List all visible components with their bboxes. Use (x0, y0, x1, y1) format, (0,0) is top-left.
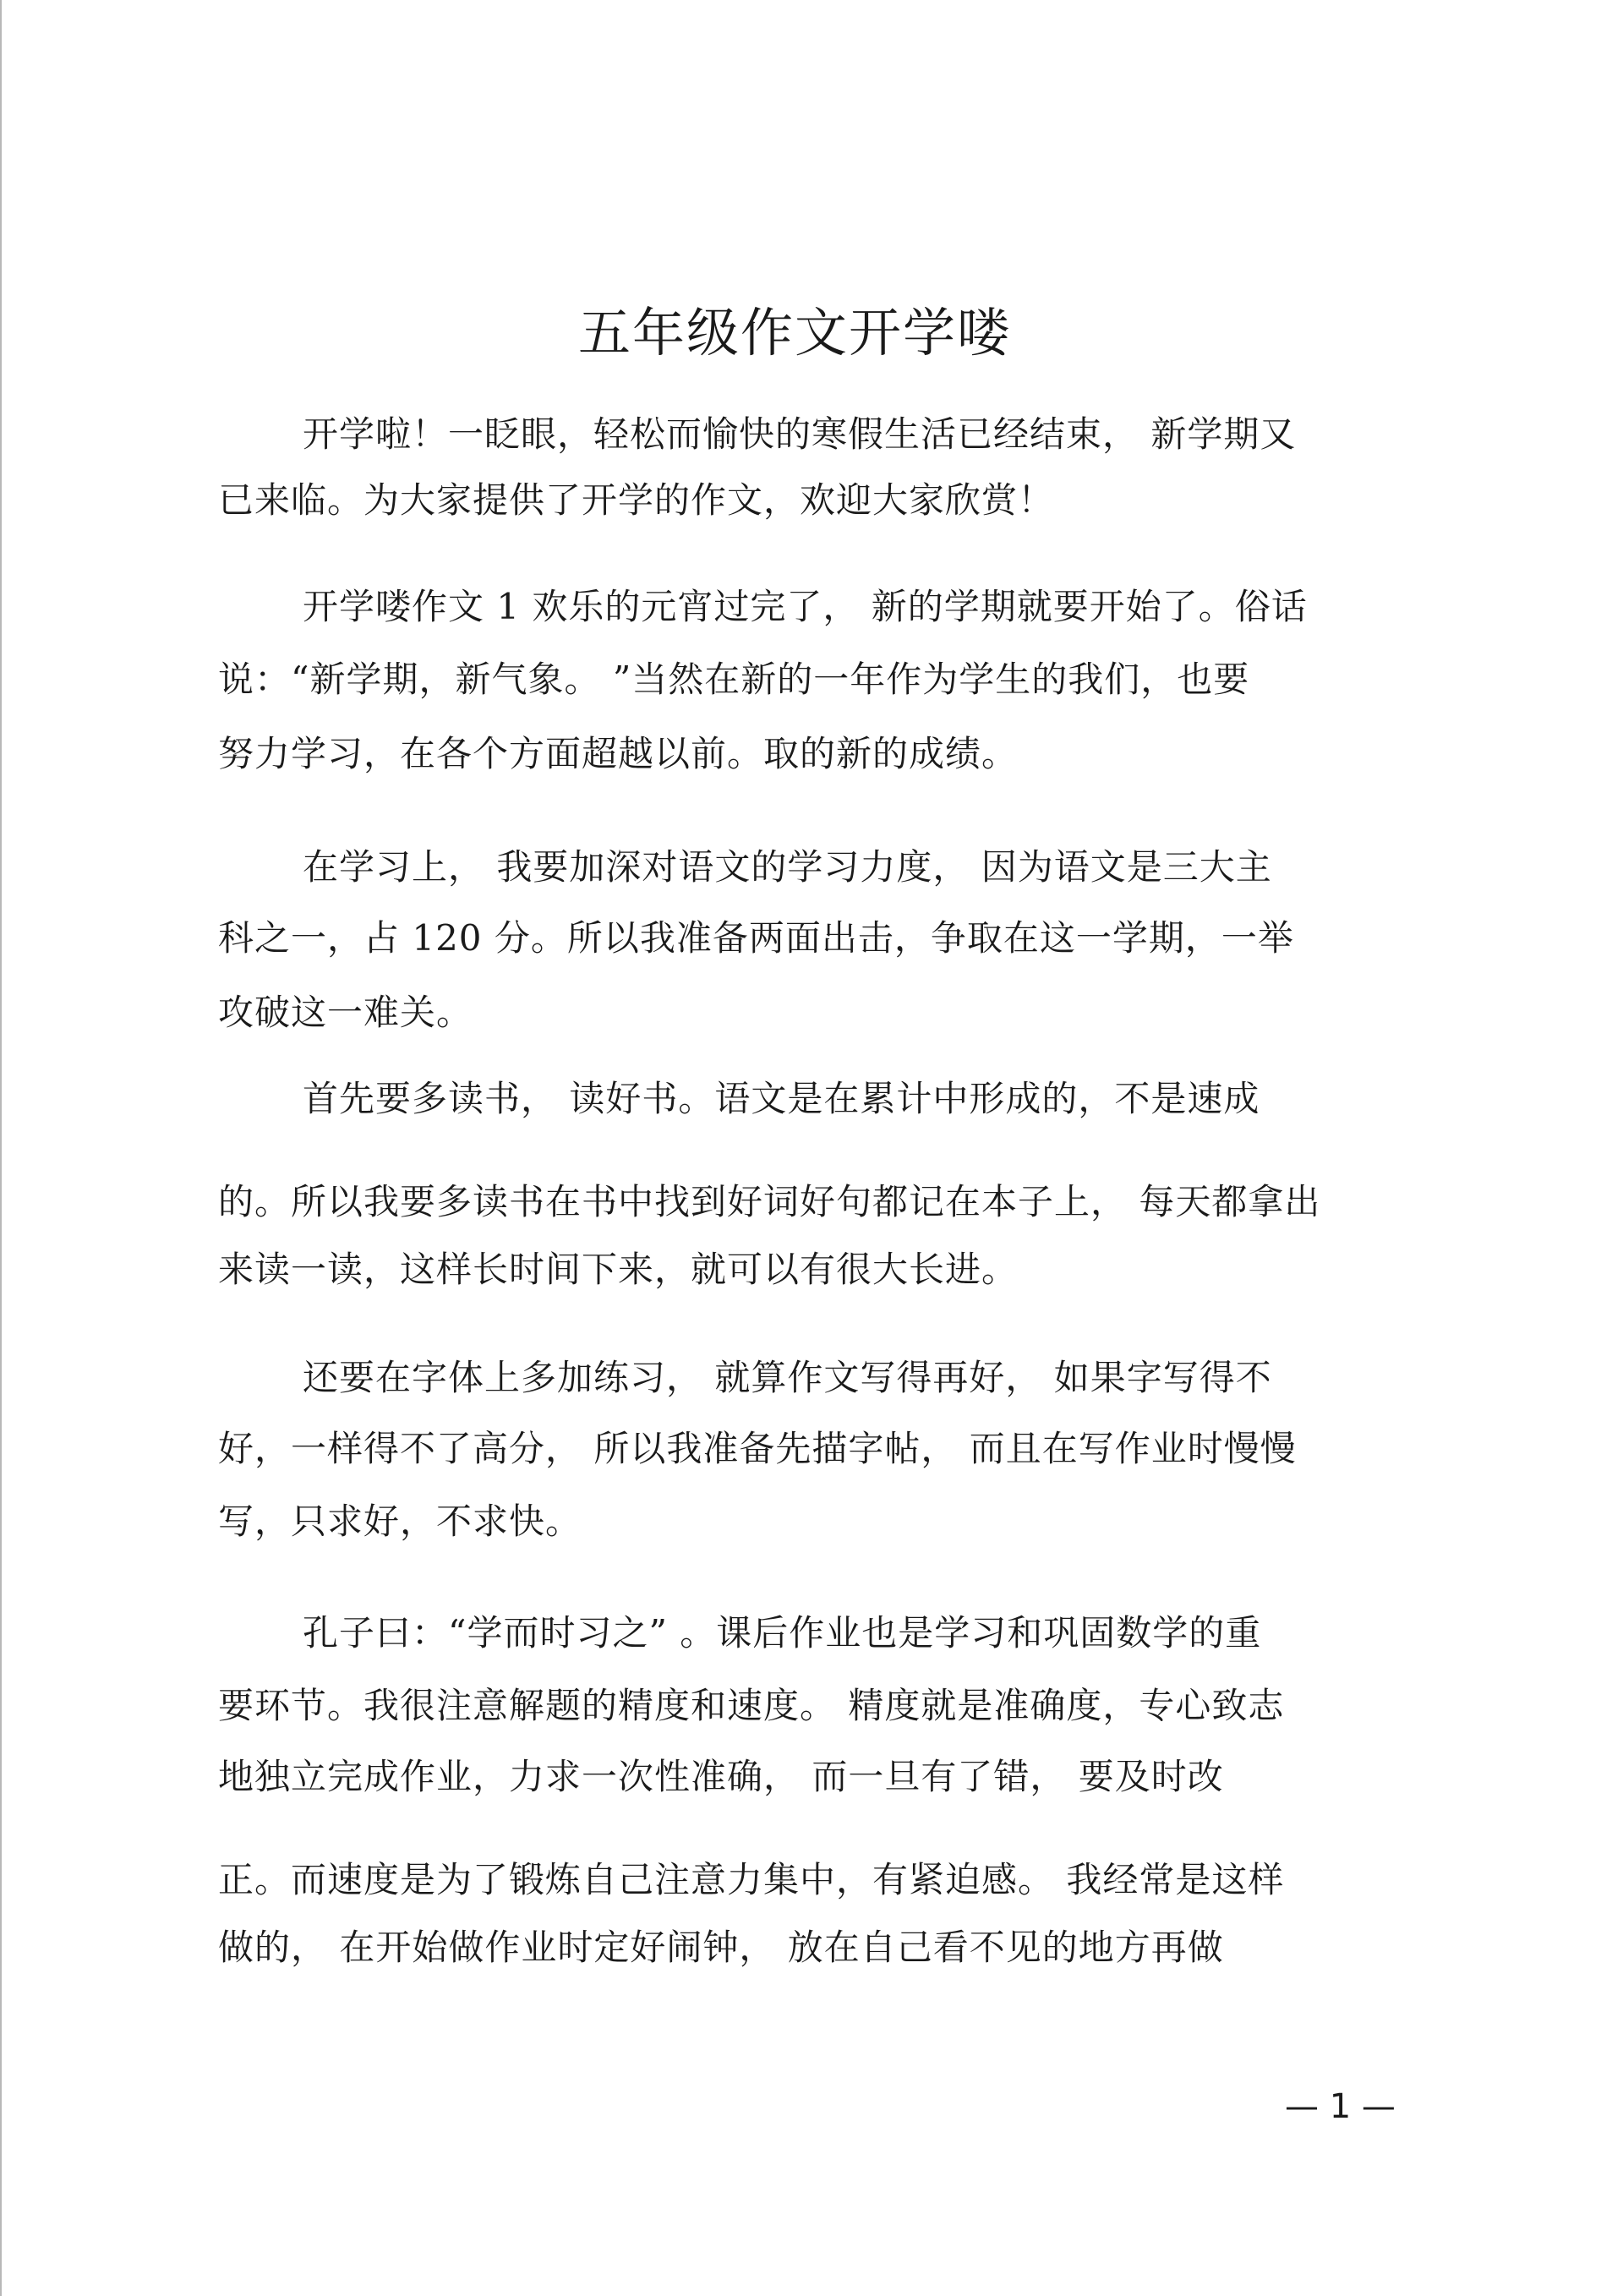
paragraph-line: 的。所以我要多读书在书中找到好词好句都记在本子上， 每天都拿出 (218, 1181, 1321, 1222)
paragraph-line: 努力学习，在各个方面超越以前。取的新的成绩。 (218, 733, 1019, 774)
paragraph-line: 开学啦！一眨眼，轻松而愉快的寒假生活已经结束， 新学期又 (303, 413, 1297, 455)
paragraph-line: 攻破这一难关。 (218, 992, 473, 1033)
document-title: 五年级作文开学喽 (577, 302, 1011, 364)
paragraph-line: 开学喽作文 1 欢乐的元宵过完了， 新的学期就要开始了。俗话 (303, 586, 1308, 627)
paragraph-line: 孔子曰：“学而时习之” 。课后作业也是学习和巩固数学的重 (303, 1612, 1262, 1654)
paragraph-line: 要环节。我很注意解题的精度和速度。 精度就是准确度，专心致志 (218, 1685, 1285, 1726)
paragraph-line: 首先要多读书， 读好书。语文是在累计中形成的，不是速成 (303, 1078, 1260, 1119)
paragraph-line: 地独立完成作业，力求一次性准确， 而一旦有了错， 要及时改 (218, 1756, 1224, 1797)
paragraph-line: 正。而速度是为了锻炼自己注意力集中，有紧迫感。 我经常是这样 (218, 1859, 1285, 1900)
paragraph-line: 科之一，占 120 分。所以我准备两面出击，争取在这一学期，一举 (218, 917, 1294, 959)
paragraph-line: 说：“新学期，新气象。 ”当然在新的一年作为学生的我们，也要 (218, 659, 1250, 700)
paragraph-line: 还要在字体上多加练习， 就算作文写得再好， 如果字写得不 (303, 1357, 1272, 1398)
paragraph-line: 来读一读，这样长时间下来，就可以有很大长进。 (218, 1249, 1019, 1290)
paragraph-line: 已来临。为大家提供了开学的作文，欢迎大家欣赏！ (218, 479, 1055, 521)
page-number: — 1 — (1285, 2087, 1396, 2126)
paragraph-line: 好，一样得不了高分， 所以我准备先描字帖， 而且在写作业时慢慢 (218, 1428, 1297, 1469)
paragraph-line: 写，只求好，不求快。 (218, 1501, 582, 1542)
paragraph-line: 做的， 在开始做作业时定好闹钟， 放在自己看不见的地方再做 (218, 1927, 1224, 1968)
paragraph-line: 在学习上， 我要加深对语文的学习力度， 因为语文是三大主 (303, 846, 1272, 888)
